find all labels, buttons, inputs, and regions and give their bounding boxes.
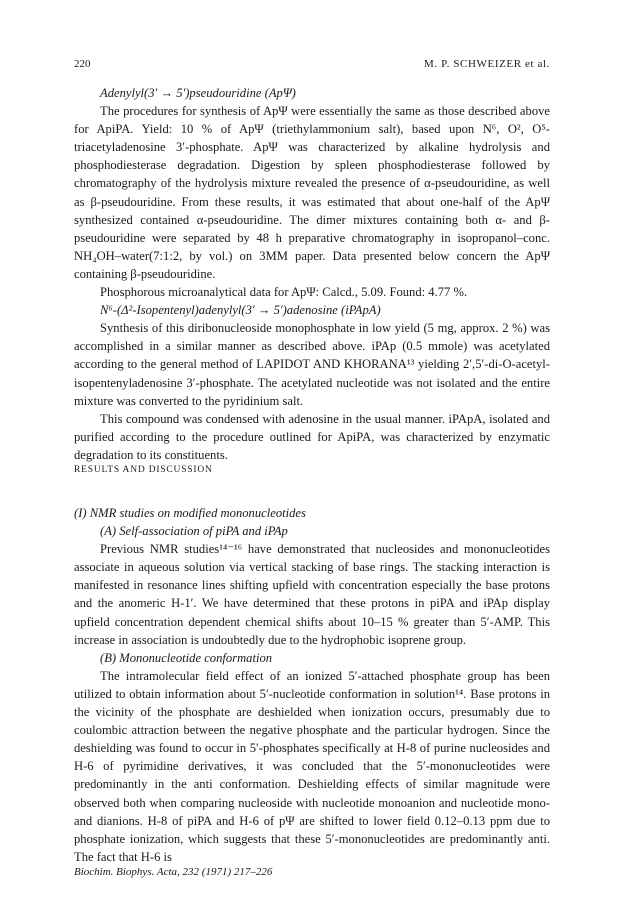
paragraph-condensation: This compound was condensed with adenosine in the usual manner. iPApA, isolated and purified according to the procedure outlined for ApiPA, was characterized by enzymatic degradation to its constituents.	[74, 411, 550, 462]
paragraph-synthesis-ipapa: Synthesis of this diribonucleoside monophosphate in low yield (5 mg, approx. 2 %) was accomplished in a similar manner as described above. iPAp (0.5 mmole) was acetylated according to the general method of LAPIDOT AND KHORANA¹³ yielding 2′,5′-di-O-acetyl-isopentenyladenosine 3′-phosphate. The acetylated nucleotide was not isolated and the entire mixture was converted to the pyridinium salt.	[74, 321, 550, 408]
self-association-heading: (A) Self-association of piPA and iPAp	[100, 524, 288, 539]
paragraph-self-association: Previous NMR studies¹⁴⁻¹⁶ have demonstrated that nucleosides and mononucleotides associate in aqueous solution via vertical stacking of base rings. The stacking interaction is manifested in resonance lines shifting upfield with concentration especially the base protons and the anomeric H-1′. We have determined that these protons in piPA and iPAp display upfield concentration dependent chemical shifts about 10–15 % greater than 5′-AMP. This increase in association is undoubtedly due to the hydrophobic isoprene group.	[74, 542, 550, 647]
journal-citation: Biochim. Biophys. Acta, 232 (1971) 217–226	[74, 866, 273, 878]
paragraph-conformation: The intramolecular field effect of an ionized 5′-attached phosphate group has been utilized to obtain information about 5′-nucleotide conformation in solution¹⁴. Base protons in the vicinity of the phosphate are deshielded when ionization occurs, presumably due to coulombic attraction between the negative phosphate and the particular hydrogen. Since the deshielding was found to occur in 5′-phosphates specifically at H-8 of purine nucleosides and H-6 of pyrimidine derivatives, it was concluded that the 5′-mononucleotides were predominantly in the anti conformation. Deshielding effects of similar magnitude were observed both when comparing nucleoside with nucleotide monoanion and nucleotide mono- and dianions. H-8 of piPA and H-6 of pΨ are shifted to lower field 0.12–0.13 ppm due to phosphate ionization, which suggests that these 5′-mononucleotides are predominantly anti. The fact that H-6 is	[74, 668, 550, 864]
adenylyl-heading: Adenylyl(3′ → 5′)pseudouridine (ApΨ)	[100, 86, 296, 100]
conformation-heading: (B) Mononucleotide conformation	[100, 650, 273, 665]
page-header	[74, 58, 550, 74]
nmr-heading: (I) NMR studies on modified mononucleotides	[74, 506, 306, 520]
methods-section	[74, 84, 550, 464]
ipapa-heading: N⁶-(Δ²-Isopentenyl)adenylyl(3′ → 5′)adenosine (iPApA)	[100, 303, 381, 318]
paragraph-synthesis-apu: The procedures for synthesis of ApΨ were essentially the same as those described above for ApiPA. Yield: 10 % of ApΨ (triethylammonium salt), based upon N⁶, O², O⁵-triacetyladenosine 3′-phosphate. ApΨ was characterized by alkaline hydrolysis and phosphodiesterase degradation. Digestion by spleen phosphodiesterase followed by chromatography of the hydrolysis mixture revealed the presence of α-pseudouridine, as well as β-pseudouridine. From these results, it was estimated that about one-half of the ApΨ synthesized contained α-pseudouridine. The dimer mixtures containing both α- and β-pseudouridine were separated by 48 h preparative chromatography in isopropanol–conc. NH₄OH–water(7:1:2, by vol.) on 3MM paper. Data presented below concern the ApΨ containing β-pseudouridine.	[74, 104, 550, 281]
running-author: M. P. SCHWEIZER et al.	[424, 58, 550, 70]
results-heading: RESULTS AND DISCUSSION	[74, 465, 213, 475]
results-section	[74, 504, 550, 866]
page-number: 220	[74, 58, 91, 70]
paragraph-microanalysis: Phosphorous microanalytical data for ApΨ: Calcd., 5.09. Found: 4.77 %.	[100, 285, 468, 300]
